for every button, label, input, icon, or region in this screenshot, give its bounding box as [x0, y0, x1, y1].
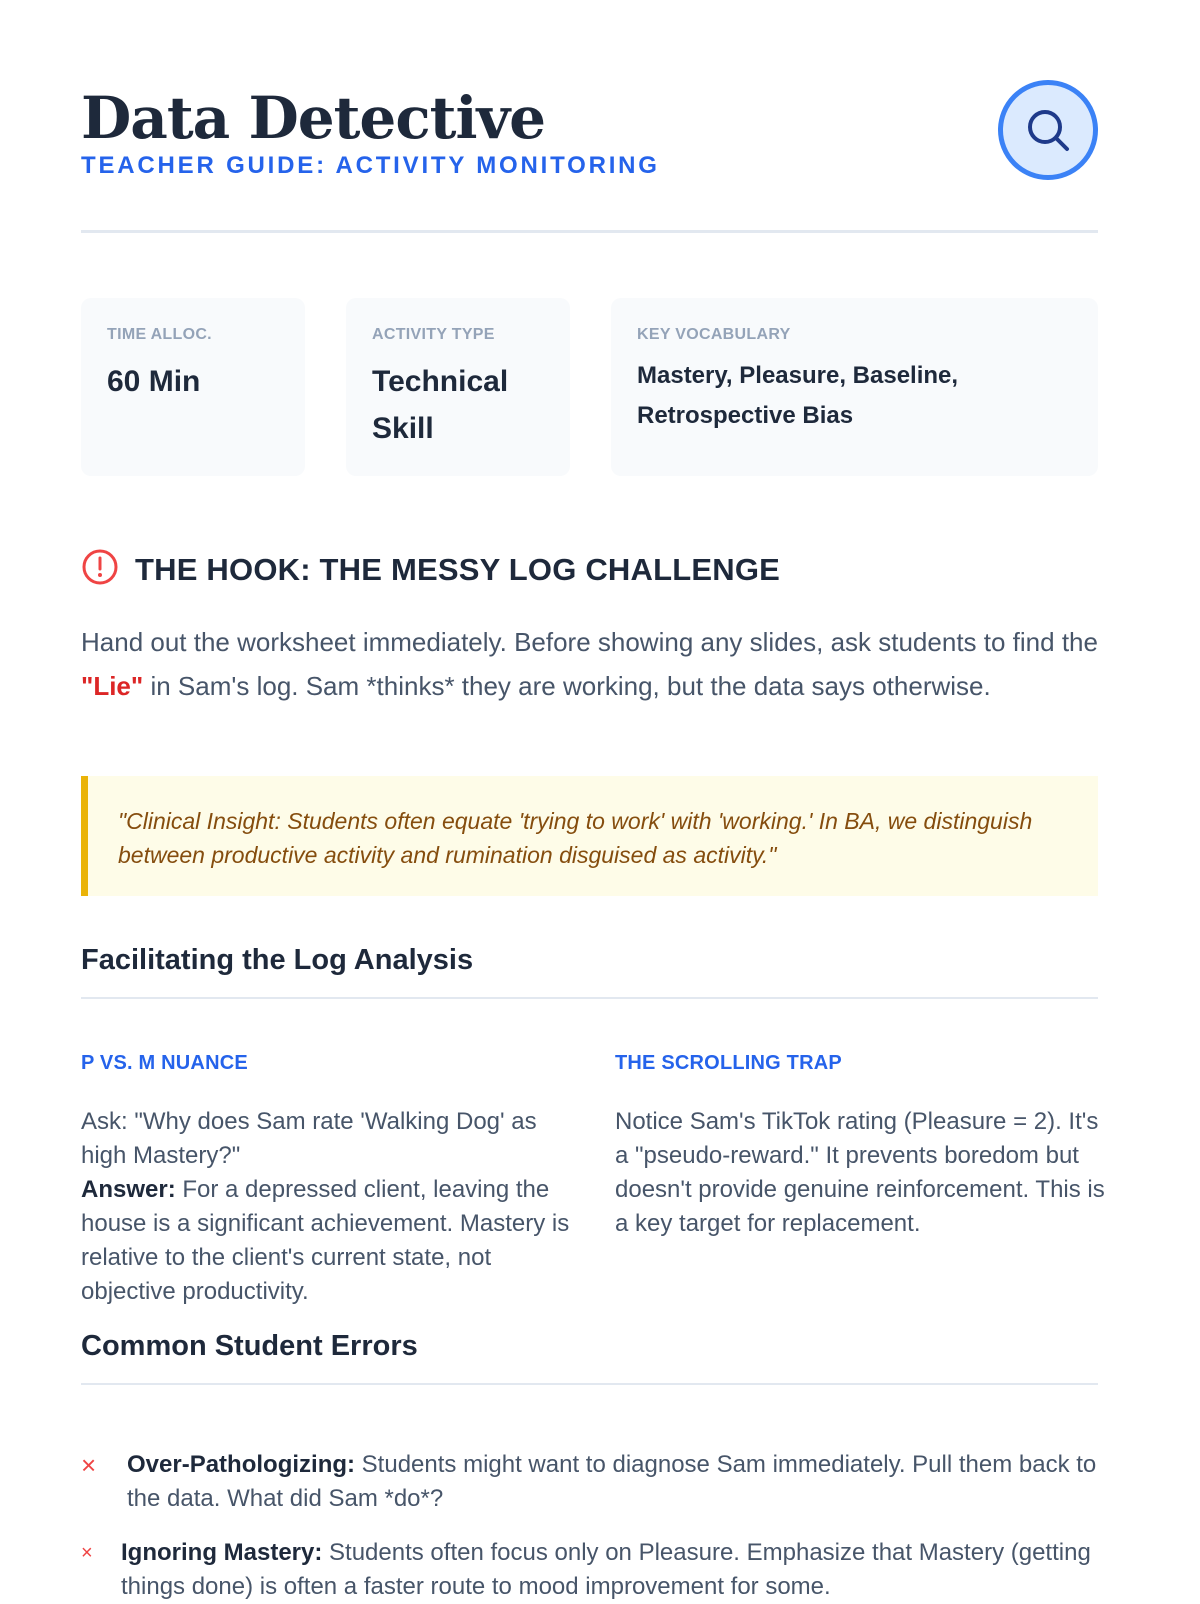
- card-value: Mastery, Pleasure, Baseline, Retrospective Bias: [637, 362, 959, 429]
- alert-circle-icon: [81, 548, 119, 591]
- list-item: [81, 1536, 1098, 1604]
- hook-title: THE HOOK: THE MESSY LOG CHALLENGE: [135, 551, 781, 587]
- analysis-left-column: [81, 1052, 571, 1309]
- answer-text: For a depressed client, leaving the house is a significant achievement. Mastery is relative to the client's current state, not objective productivity.: [81, 1176, 570, 1305]
- search-icon: [998, 80, 1098, 180]
- close-icon: ×: [81, 1450, 97, 1480]
- column-text: Notice Sam's TikTok rating (Pleasure = 2). It's a "pseudo-reward." It prevents boredom but doesn't provide genuine reinforcement. This is a key target for replacement.: [615, 1108, 1105, 1237]
- errors-title: Common Student Errors: [81, 1330, 1098, 1385]
- header: [81, 0, 1098, 233]
- analysis-title: Facilitating the Log Analysis: [81, 944, 1098, 999]
- hook-text-before: Hand out the worksheet immediately. Before showing any slides, ask students to find the: [81, 627, 1098, 657]
- error-text: [121, 1536, 1098, 1604]
- column-label: P VS. M NUANCE: [81, 1052, 248, 1074]
- error-text: [127, 1448, 1098, 1516]
- error-label: Over-Pathologizing:: [127, 1451, 355, 1478]
- list-item: [81, 1448, 1098, 1516]
- analysis-right-column: [615, 1052, 1105, 1241]
- hook-highlight: "Lie": [81, 671, 144, 701]
- page-title: Data Detective: [81, 84, 546, 152]
- page-subtitle: TEACHER GUIDE: ACTIVITY MONITORING: [81, 152, 660, 179]
- hook-heading: [81, 548, 1098, 591]
- error-list: [81, 1448, 1098, 1604]
- question-text: Ask: "Why does Sam rate 'Walking Dog' as high Mastery?": [81, 1108, 537, 1169]
- column-label: THE SCROLLING TRAP: [615, 1052, 842, 1074]
- clinical-insight: "Clinical Insight: Students often equate 'trying to work' with 'working.' In BA, we distinguish between productive activity and rumination disguised as activity.": [81, 776, 1098, 896]
- info-cards: [81, 298, 1098, 476]
- hook-text-after: in Sam's log. Sam *thinks* they are working, but the data says otherwise.: [150, 671, 991, 701]
- card-value: Technical Skill: [372, 365, 509, 445]
- error-description: Students often focus only on Pleasure. Emphasize that Mastery (getting things done) is often a faster route to mood improvement for some.: [121, 1539, 1091, 1600]
- close-icon: ×: [81, 1542, 93, 1564]
- answer-label: Answer:: [81, 1176, 176, 1203]
- error-description: Students might want to diagnose Sam immediately. Pull them back to the data. What did Sam *do*?: [127, 1451, 1097, 1512]
- vocabulary-card: [611, 298, 1098, 476]
- card-label: TIME ALLOC.: [107, 326, 212, 343]
- error-label: Ignoring Mastery:: [121, 1539, 323, 1566]
- activity-type-card: [346, 298, 570, 476]
- card-label: KEY VOCABULARY: [637, 326, 791, 343]
- hook-text: [81, 620, 1098, 708]
- time-card: [81, 298, 305, 476]
- card-value: 60 Min: [107, 365, 201, 398]
- card-label: ACTIVITY TYPE: [372, 326, 495, 343]
- column-text: [81, 1105, 571, 1309]
